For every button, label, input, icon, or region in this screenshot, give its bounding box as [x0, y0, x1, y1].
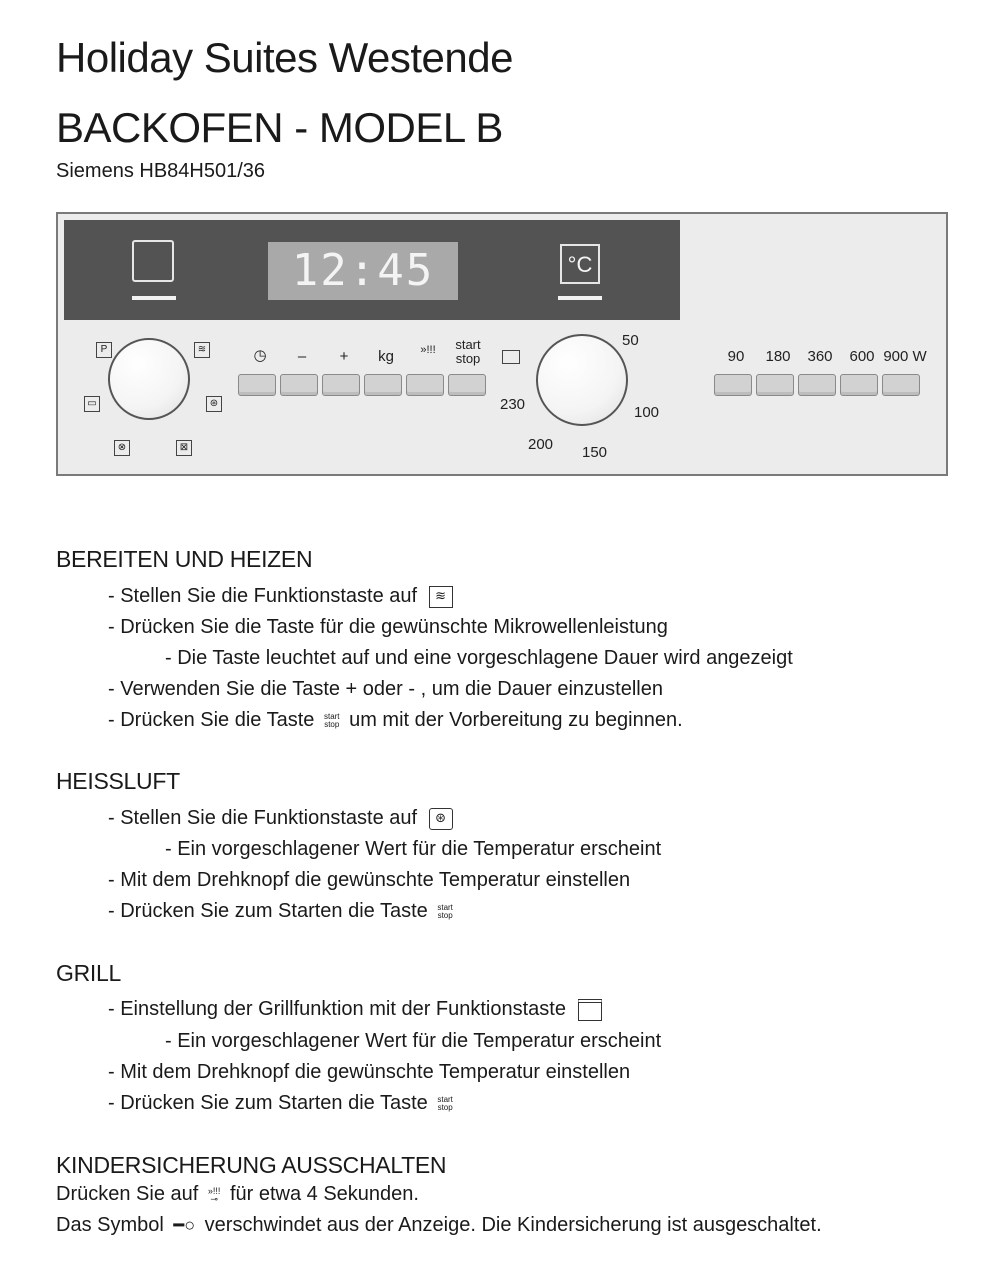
instruction-line: - Ein vorgeschlagener Wert für die Temperatur erscheint: [165, 1030, 662, 1052]
fan-heat-symbol-icon: ⊗: [114, 440, 130, 456]
page-title: Holiday Suites Westende: [56, 34, 513, 81]
stop-label: stop: [455, 351, 481, 366]
temperature-knob[interactable]: [536, 334, 628, 426]
instruction-line: - Ein vorgeschlagener Wert für die Temperatur erscheint: [165, 838, 662, 860]
instruction-line: [108, 585, 459, 608]
power-button-row: [714, 374, 920, 396]
instruction-text: verschwindet aus der Anzeige. Die Kindersicherung ist ausgeschaltet.: [204, 1214, 822, 1236]
model-title: BACKOFEN - MODEL B: [56, 104, 503, 151]
grill-symbol-icon: ▭: [84, 396, 100, 412]
temp-mark-230: 230: [500, 396, 526, 413]
key-icon: ━○: [173, 1215, 196, 1235]
instruction-text: für etwa 4 Sekunden.: [229, 1183, 419, 1205]
power-button-90[interactable]: [714, 374, 752, 396]
startstop-icon: start stop: [437, 902, 453, 920]
power-label-90: 90: [727, 348, 745, 365]
instruction-line: [56, 1183, 419, 1206]
instruction-line: - Mit dem Drehknopf die gewünschte Temperatur einstellen: [108, 1061, 631, 1083]
power-button-180[interactable]: [756, 374, 794, 396]
power-label-900: 900 W: [883, 348, 927, 365]
plus-button[interactable]: [322, 374, 360, 396]
bottom-heat-symbol-icon: ⊠: [176, 440, 192, 456]
program-symbol-icon: P: [96, 342, 112, 358]
plus-label: +: [339, 348, 349, 365]
startstop-button[interactable]: [448, 374, 486, 396]
section-title: GRILL: [56, 960, 121, 986]
grill-icon: [578, 999, 602, 1021]
temp-mark-100: 100: [634, 404, 660, 421]
fan-icon: ⊛: [429, 808, 453, 830]
instruction-line: [56, 1214, 822, 1237]
instruction-text: - Drücken Sie die Taste: [108, 709, 315, 731]
instruction-line: - Die Taste leuchtet auf und eine vorgeschlagene Dauer wird angezeigt: [165, 647, 793, 669]
startstop-label: [448, 338, 488, 366]
microwave-symbol-icon: ≋: [194, 342, 210, 358]
power-label-360: 360: [807, 348, 833, 365]
time-display: 12:45: [268, 242, 458, 300]
indicator-line: [132, 296, 176, 300]
instruction-line: [108, 1092, 457, 1115]
section-title: BEREITEN UND HEIZEN: [56, 546, 313, 572]
microwave-icon: ≋: [429, 586, 453, 608]
oven-control-panel: [56, 212, 948, 476]
startstop-icon: start stop: [437, 1094, 453, 1112]
celsius-indicator-line: [558, 296, 602, 300]
temp-mark-200: 200: [528, 436, 554, 453]
power-button-600[interactable]: [840, 374, 878, 396]
function-indicator-box: [132, 240, 174, 282]
instruction-line: [108, 998, 608, 1021]
power-label-600: 600: [849, 348, 875, 365]
section-title: HEISSLUFT: [56, 768, 180, 794]
instruction-line: - Mit dem Drehknopf die gewünschte Temperatur einstellen: [108, 869, 631, 891]
preheat-symbol-icon: [502, 350, 520, 364]
fan-symbol-icon: ⊛: [206, 396, 222, 412]
temp-mark-50: 50: [622, 332, 639, 349]
minus-label: –: [297, 348, 307, 365]
kg-button[interactable]: [364, 374, 402, 396]
minus-button[interactable]: [280, 374, 318, 396]
power-button-360[interactable]: [798, 374, 836, 396]
instruction-line: [108, 709, 683, 732]
instruction-text: - Stellen Sie die Funktionstaste auf: [108, 585, 418, 607]
start-label: start: [455, 337, 481, 352]
kg-label: kg: [378, 348, 394, 365]
lock-key-icon: »!!! ⊸: [207, 1185, 221, 1204]
instruction-text: - Drücken Sie zum Starten die Taste: [108, 900, 428, 922]
instruction-text: - Einstellung der Grillfunktion mit der Funktionstaste: [108, 998, 566, 1020]
function-knob[interactable]: [108, 338, 190, 420]
instruction-text: - Stellen Sie die Funktionstaste auf: [108, 807, 418, 829]
lock-button[interactable]: [406, 374, 444, 396]
display-bar: [64, 220, 680, 320]
startstop-icon: start stop: [323, 711, 340, 729]
instruction-line: - Verwenden Sie die Taste + oder - , um die Dauer einzustellen: [108, 678, 663, 700]
clock-button[interactable]: [238, 374, 276, 396]
instruction-text: um mit der Vorbereitung zu beginnen.: [349, 709, 683, 731]
device-name: Siemens HB84H501/36: [56, 160, 266, 182]
function-button-row: [238, 374, 486, 396]
instruction-line: [108, 900, 457, 923]
clock-icon: ◷: [253, 347, 267, 364]
celsius-indicator: °C: [560, 244, 600, 284]
instruction-text: Drücken Sie auf: [56, 1183, 199, 1205]
power-button-900[interactable]: [882, 374, 920, 396]
instruction-text: Das Symbol: [56, 1214, 164, 1236]
section-title: KINDERSICHERUNG AUSSCHALTEN: [56, 1152, 447, 1178]
lock-key-icon: »!!!: [420, 344, 436, 356]
temp-mark-150: 150: [582, 444, 608, 461]
power-label-180: 180: [765, 348, 791, 365]
instruction-line: - Drücken Sie die Taste für die gewünschte Mikrowellenleistung: [108, 616, 668, 638]
instruction-line: [108, 807, 459, 830]
instruction-text: - Drücken Sie zum Starten die Taste: [108, 1092, 428, 1114]
